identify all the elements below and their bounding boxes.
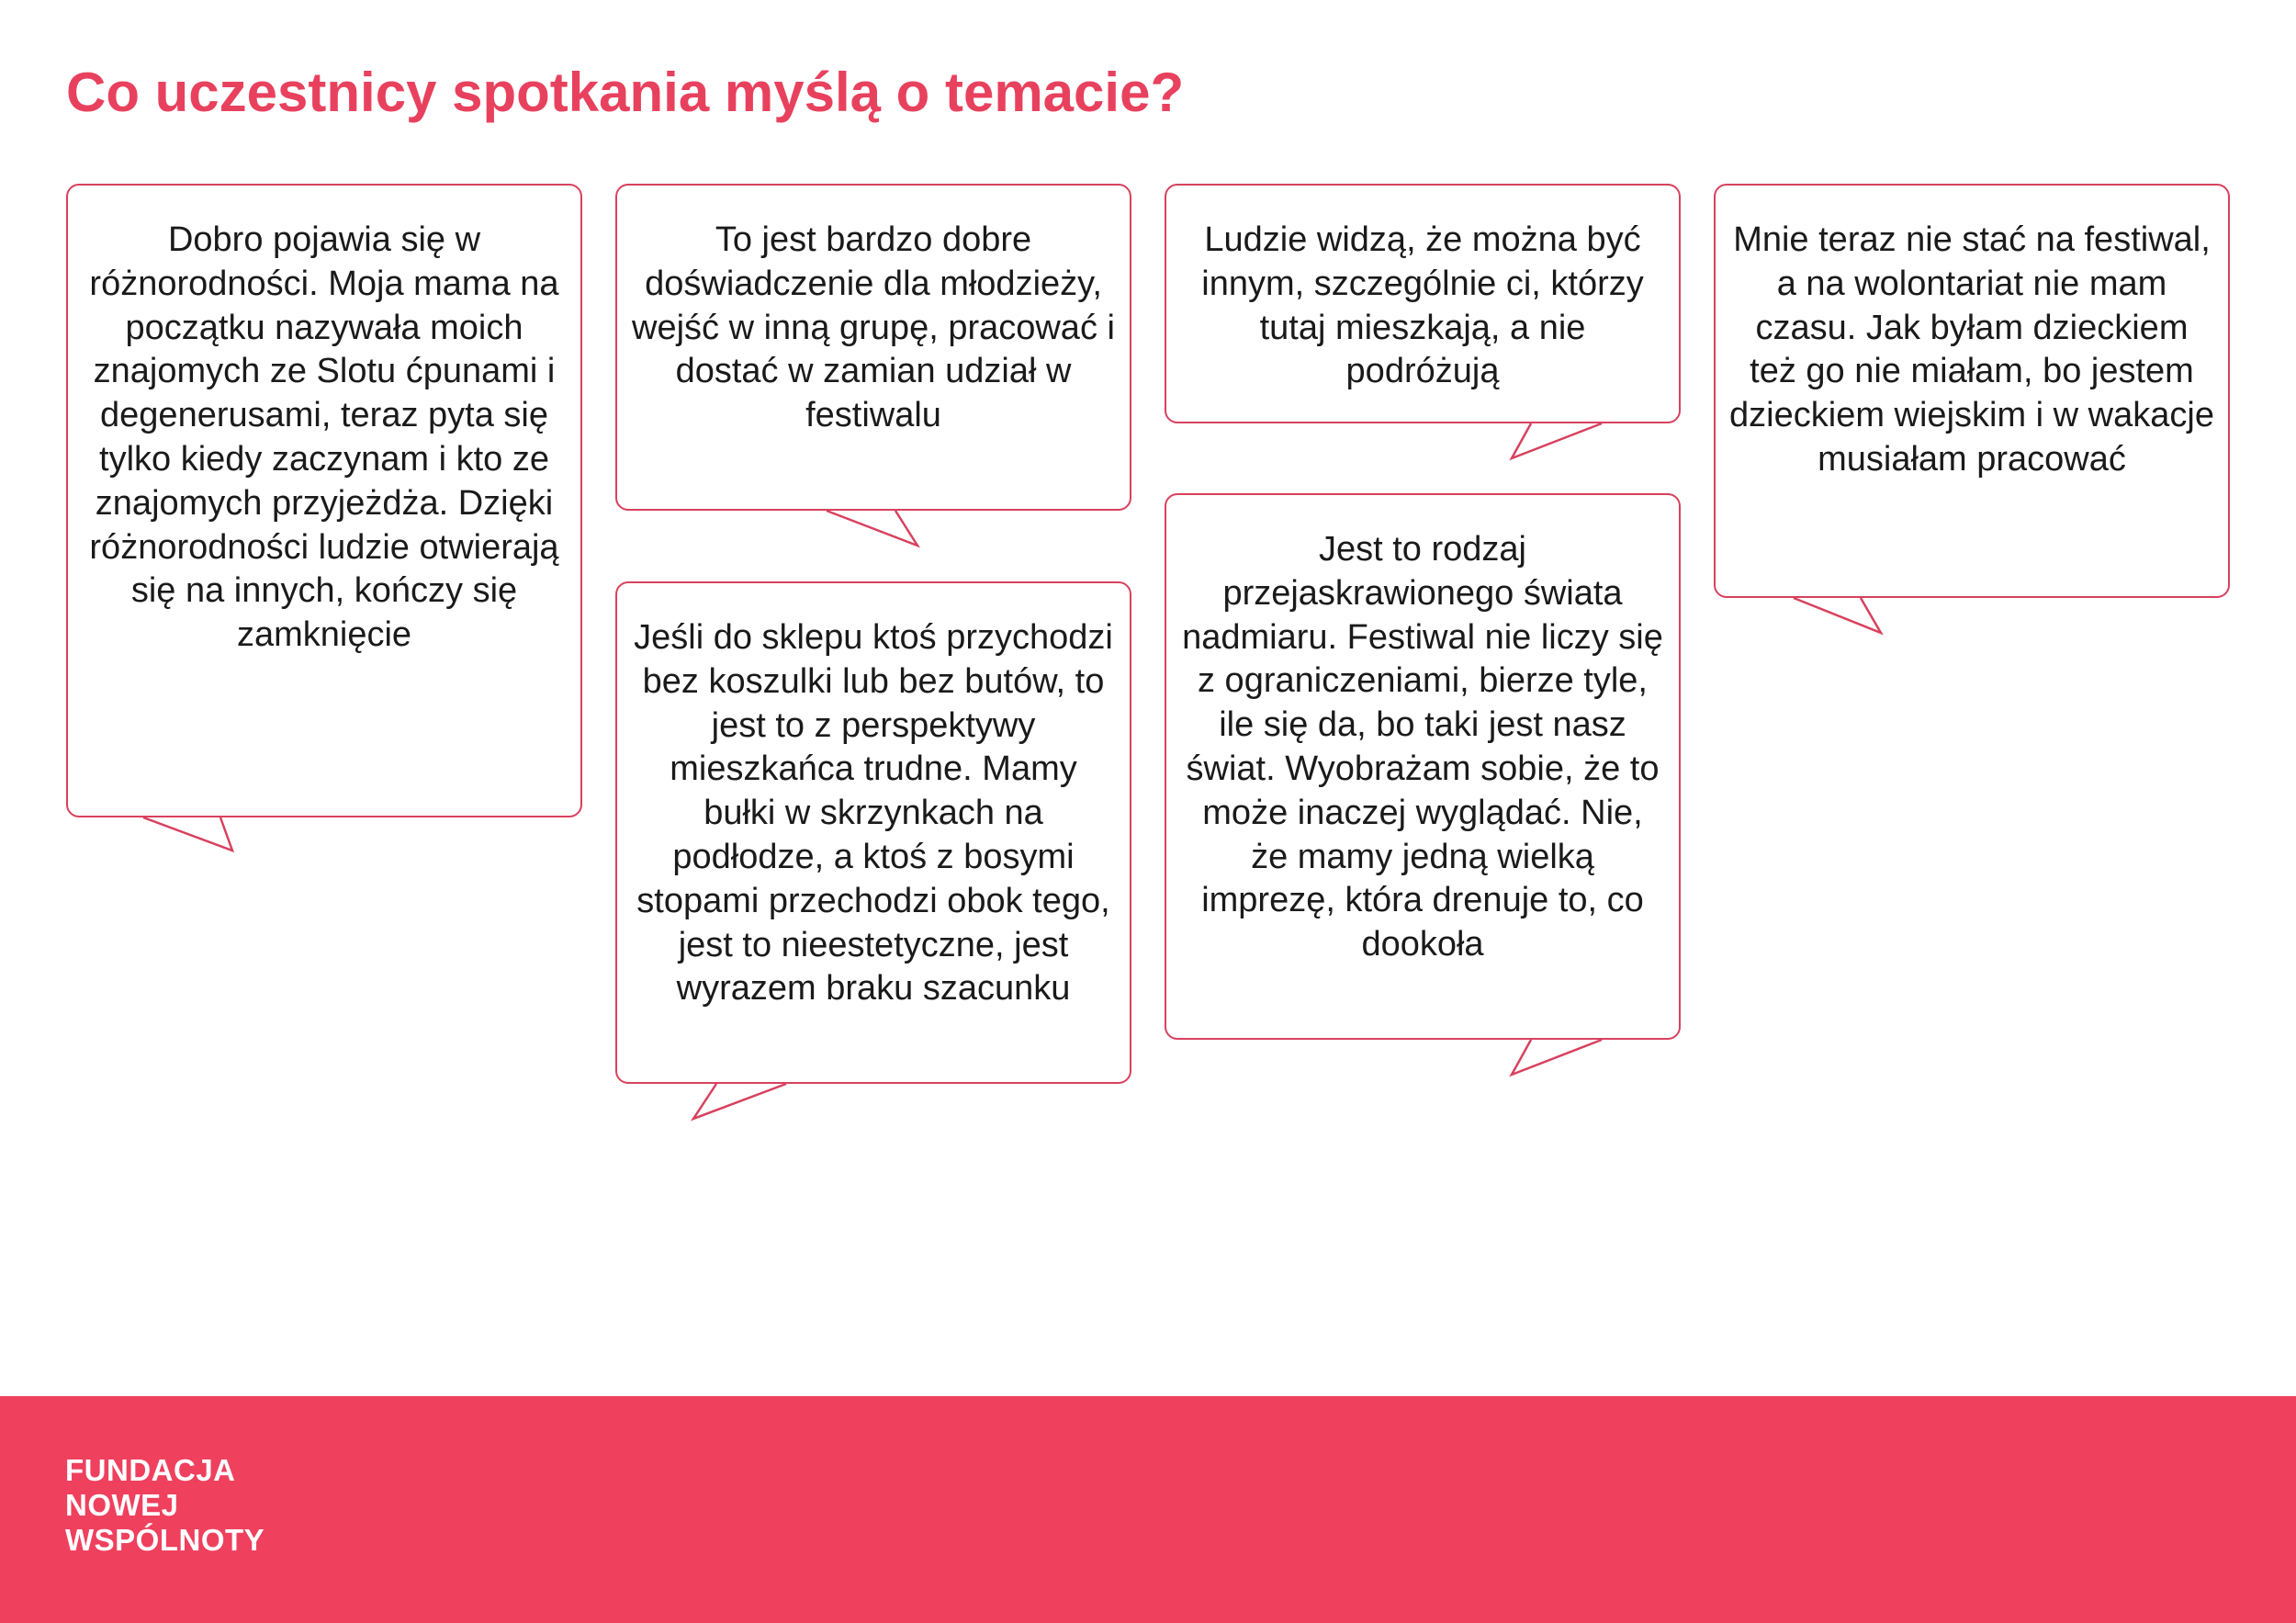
logo-line: NOWEJ xyxy=(65,1488,179,1522)
speech-tail xyxy=(1506,1036,1616,1082)
quote-text: Mnie teraz nie stać na festiwal, a na wolontariat nie mam czasu. Jak byłam dzieckiem też go nie miałam, bo jestem dzieckiem wiejskim i w wakacje musiałam pracować xyxy=(1729,220,2214,479)
speech-tail xyxy=(1789,594,1899,640)
speech-tail xyxy=(689,1080,799,1126)
logo-line: WSPÓLNOTY xyxy=(65,1523,265,1557)
footer-band xyxy=(0,1396,2296,1623)
quote-text: Jest to rodzaj przejaskrawionego świata nadmiaru. Festiwal nie liczy się z ograniczeniami, bierze tyle, ile się da, bo taki jest nasz świat. Wyobrażam sobie, że to może inaczej wyglądać. Nie, że mamy jedną wielką imprezę, która drenuje to, co dookoła xyxy=(1182,530,1663,964)
quote-text: Ludzie widzą, że można być innym, szczególnie ci, którzy tutaj mieszkają, a nie podróżują xyxy=(1201,220,1644,391)
quote-bubble xyxy=(615,581,1131,1084)
quote-bubble xyxy=(1714,184,2230,598)
foundation-logo xyxy=(65,1453,264,1558)
quote-bubble xyxy=(66,184,582,817)
quote-bubble xyxy=(615,184,1131,511)
page-title: Co uczestnicy spotkania myślą o temacie? xyxy=(66,62,1185,123)
speech-tail xyxy=(1506,420,1616,466)
quote-text: To jest bardzo dobre doświadczenie dla młodzieży, wejść w inną grupę, pracować i dostać w zamian udział w festiwalu xyxy=(632,220,1115,435)
quote-text: Jeśli do sklepu ktoś przychodzi bez koszulki lub bez butów, to jest to z perspektywy mieszkańca trudne. Mamy bułki w skrzynkach na podłodze, a ktoś z bosymi stopami przechodzi obok tego, jest to nieestetyczne, jest wyrazem braku szacunku xyxy=(634,618,1113,1009)
quote-text: Dobro pojawia się w różnorodności. Moja mama na początku nazywała moich znajomych ze Slotu ćpunami i degenerusami, teraz pyta się tylko kiedy zaczynam i kto ze znajomych przyjeżdża. Dzięki różnorodności ludzie otwierają się na innych, kończy się zamknięcie xyxy=(89,220,559,655)
logo-line: FUNDACJA xyxy=(65,1453,236,1487)
speech-tail xyxy=(822,507,932,553)
quote-bubble xyxy=(1165,493,1681,1040)
quote-bubble xyxy=(1165,184,1681,423)
speech-tail xyxy=(138,814,248,860)
